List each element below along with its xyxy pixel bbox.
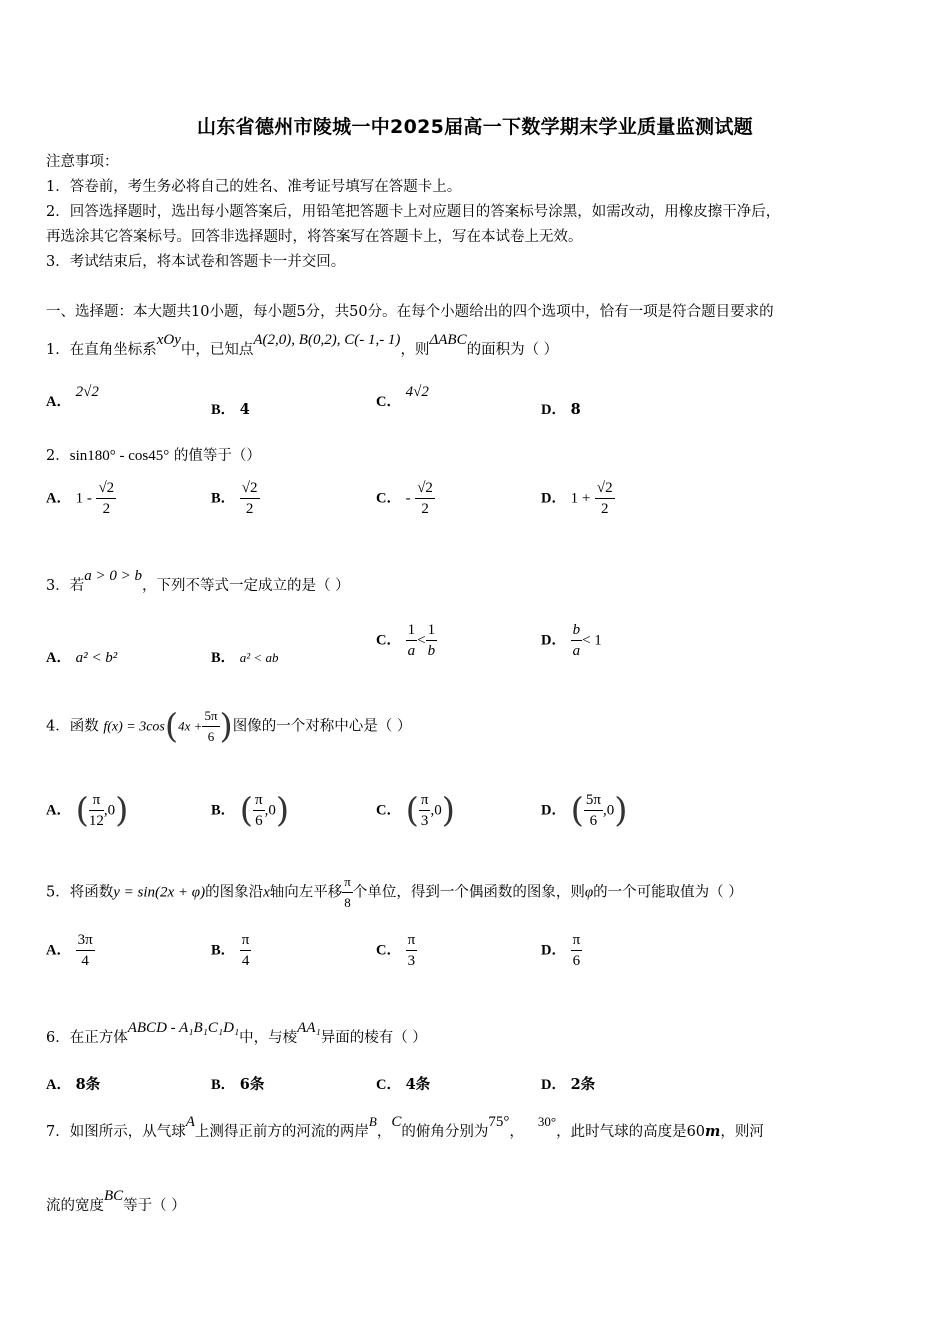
q2-option-c[interactable]: C． - $\frac{√2}{2}$ — [376, 480, 433, 517]
notice-item-2: 2．回答选择题时，选出每小题答案后，用铅笔把答题卡上对应题目的答案标号涂黑，如需改动，用橡皮擦干净后， — [46, 204, 781, 220]
q1-option-c[interactable]: C． 4√2 — [376, 384, 429, 410]
math-xoy: xOy — [156, 332, 181, 348]
notice-block — [46, 150, 906, 275]
q5-option-a[interactable]: A． $\frac{3\pi}{4}$ — [46, 932, 93, 969]
q3-option-c[interactable]: C． $\frac{1}{a}$ < $\frac{1}{b}$ — [376, 622, 436, 659]
question-5: 5．将函数y = sin(2x + φ)的图象沿x轴向左平移 $\frac{\pi}{8}$ 个单位，得到一个偶函数的图象，则φ的一个可能取值为（ ） — [46, 874, 743, 910]
notice-item-3: 3．考试结束后，将本试卷和答题卡一并交回。 — [46, 254, 346, 270]
q2-option-b[interactable]: B． $\frac{√2}{2}$ — [211, 480, 258, 517]
q6-option-d[interactable]: D． 2条 — [541, 1076, 596, 1093]
q4-option-b[interactable]: B． ( $\frac{\pi}{6}$ ,0) — [211, 790, 290, 831]
section-heading: 一、选择题：本大题共10小题，每小题5分，共50分。在每个小题给出的四个选项中，恰有一项是符合题目要求的 — [46, 304, 774, 320]
question-2: 2．sin180° - cos45° 的值等于（） — [46, 448, 261, 464]
math-function: y = sin(2x + φ) — [113, 884, 206, 901]
q4-option-a[interactable]: A． ( $\frac{\pi}{12}$ ,0) — [46, 790, 129, 831]
math-function: f(x) = 3cos — [103, 719, 165, 735]
q3-option-a[interactable]: A． a² < b² — [46, 650, 118, 666]
math-cube: ABCD - A₁B₁C₁D₁ — [127, 1020, 240, 1036]
q2-option-d[interactable]: D． 1 + $\frac{√2}{2}$ — [541, 480, 613, 517]
math-triangle: ΔABC — [429, 332, 467, 348]
question-4: 4．函数 f(x) = 3cos(4x + $\frac{5\pi}{6}$ )图像的一个对称中心是（ ） — [46, 706, 412, 747]
math-edge: AA₁ — [297, 1020, 321, 1036]
notice-heading: 注意事项： — [46, 154, 119, 170]
q6-option-a[interactable]: A． 8条 — [46, 1076, 101, 1093]
question-1: 1．在直角坐标系xOy中，已知点A(2,0), B(0,2), C(- 1,- 1)，则ΔABC的面积为（ ） — [46, 332, 559, 358]
q5-option-c[interactable]: C． $\frac{\pi}{3}$ — [376, 932, 416, 969]
q6-option-b[interactable]: B． 6条 — [211, 1076, 265, 1093]
math-expr: sin180° - cos45° — [69, 448, 170, 464]
q2-option-a[interactable]: A． 1 - $\frac{√2}{2}$ — [46, 480, 115, 517]
q1-option-a[interactable]: A． 2√2 — [46, 384, 99, 410]
q5-option-b[interactable]: B． $\frac{\pi}{4}$ — [211, 932, 250, 969]
page-title: 山东省德州市陵城一中2025届高一下数学期末学业质量监测试题 — [197, 116, 753, 138]
q4-option-c[interactable]: C． ( $\frac{\pi}{3}$ ,0) — [376, 790, 455, 831]
question-7: 7．如图所示，从气球A上测得正前方的河流的两岸B，C的俯角分别为75°，30°，此时气球的高度是60m，则河 — [46, 1114, 764, 1140]
question-7-continued: 流的宽度BC等于（ ） — [46, 1188, 186, 1214]
question-3: 3．若a > 0 > b，下列不等式一定成立的是（ ） — [46, 568, 350, 594]
q1-option-b[interactable]: B． 4 — [211, 401, 250, 418]
notice-item-1: 1．答卷前，考生务必将自己的姓名、准考证号填写在答题卡上。 — [46, 179, 462, 195]
q1-option-d[interactable]: D． 8 — [541, 401, 581, 418]
math-condition: a > 0 > b — [84, 568, 142, 584]
question-6: 6．在正方体ABCD - A₁B₁C₁D₁中，与棱AA₁异面的棱有（ ） — [46, 1020, 427, 1046]
notice-item-2b: 再选涂其它答案标号。回答非选择题时，将答案写在答题卡上，写在本试卷上无效。 — [46, 229, 583, 245]
q5-option-d[interactable]: D． $\frac{\pi}{6}$ — [541, 932, 581, 969]
math-points: A(2,0), B(0,2), C(- 1,- 1) — [253, 332, 401, 348]
q6-option-c[interactable]: C． 4条 — [376, 1076, 431, 1093]
q3-option-d[interactable]: D． $\frac{b}{a}$ < 1 — [541, 622, 602, 659]
q4-option-d[interactable]: D． ( $\frac{5\pi}{6}$ ,0) — [541, 790, 628, 831]
q3-option-b[interactable]: B． a² < ab — [211, 650, 279, 666]
